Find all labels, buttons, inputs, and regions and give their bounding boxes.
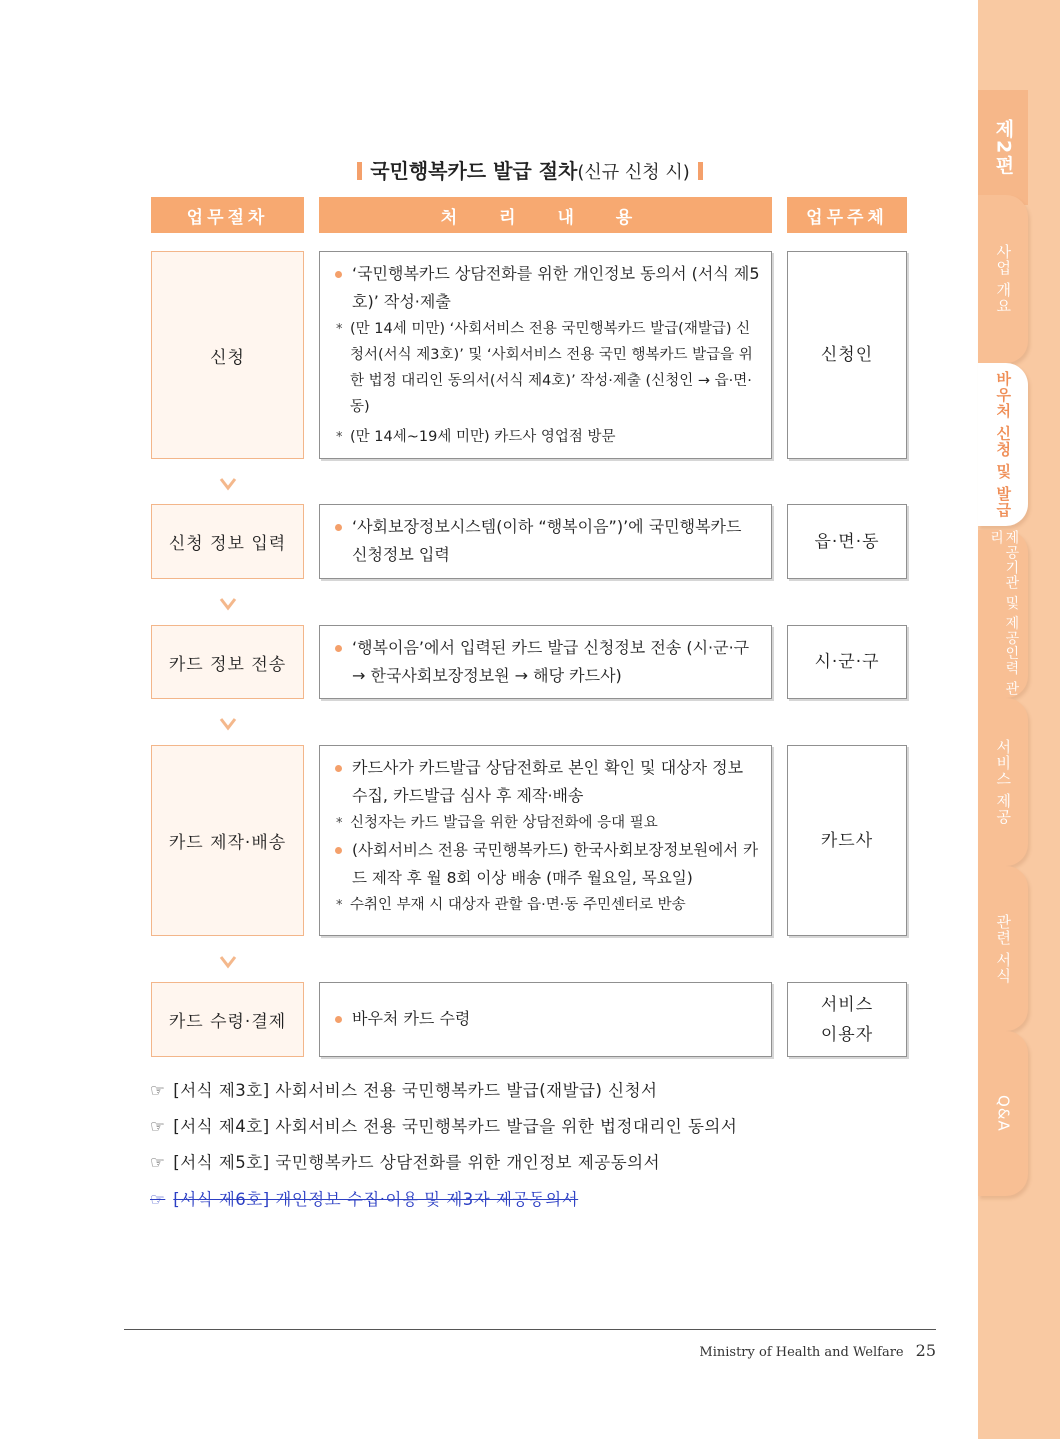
side-tab-label: 관련 서식 bbox=[994, 913, 1013, 984]
process-input bbox=[319, 504, 772, 579]
step-produce: 카드 제작·배송 bbox=[151, 745, 304, 936]
side-tab-label: 사업 개요 bbox=[994, 244, 1013, 314]
pointing-hand-icon: ☞ bbox=[150, 1117, 166, 1136]
side-tab-label: 제공기관 및 제공인력 관리 bbox=[988, 530, 1020, 697]
process-note: * 수취인 부재 시 대상자 관할 읍·면·동 주민센터로 반송 bbox=[332, 892, 761, 918]
process-transfer bbox=[319, 625, 772, 699]
side-tab-provider[interactable] bbox=[978, 530, 1028, 698]
process-bullet: (사회서비스 전용 국민행복카드) 한국사회보장정보원에서 카드 제작 후 월 8회 이상 배송 (매주 월요일, 목요일) bbox=[332, 836, 761, 892]
actor-receive bbox=[787, 982, 907, 1057]
ref-form-5[interactable] bbox=[150, 1149, 660, 1173]
side-tab-label: 서비스 제공 bbox=[994, 739, 1013, 825]
down-arrow-icon bbox=[219, 717, 237, 731]
process-bullet: ‘사회보장정보시스템(이하 “행복이음”)’에 국민행복카드 신청정보 입력 bbox=[332, 513, 761, 569]
page-number: 25 bbox=[915, 1341, 936, 1360]
process-bullet: 바우처 카드 수령 bbox=[332, 1005, 761, 1033]
process-bullet: ‘행복이음’에서 입력된 카드 발급 신청정보 전송 (시·군·구 → 한국사회보장정보원 → 해당 카드사) bbox=[332, 634, 761, 690]
process-apply bbox=[319, 251, 772, 459]
side-tab-label: 바우처 신청 및 발급 bbox=[994, 371, 1013, 518]
actor-line: 서비스 bbox=[820, 994, 874, 1015]
step-transfer: 카드 정보 전송 bbox=[151, 625, 304, 699]
page-footer bbox=[699, 1341, 936, 1360]
process-bullet: ‘국민행복카드 상담전화를 위한 개인정보 동의서 (서식 제5호)’ 작성·제출 bbox=[332, 260, 761, 316]
title-bar-left bbox=[357, 162, 362, 180]
footer-divider bbox=[124, 1329, 936, 1330]
process-note: * (만 14세~19세 미만) 카드사 영업점 방문 bbox=[332, 424, 761, 450]
actor-apply: 신청인 bbox=[787, 251, 907, 459]
page-title bbox=[0, 155, 1060, 184]
process-bullet: 카드사가 카드발급 상담전화로 본인 확인 및 대상자 정보 수집, 카드발급 심사 후 제작·배송 bbox=[332, 754, 761, 810]
side-tab-voucher[interactable] bbox=[978, 363, 1028, 526]
process-produce bbox=[319, 745, 772, 936]
actor-produce: 카드사 bbox=[787, 745, 907, 936]
down-arrow-icon bbox=[219, 955, 237, 969]
header-content: 처 리 내 용 bbox=[319, 197, 772, 233]
process-receive bbox=[319, 982, 772, 1057]
actor-transfer: 시·군·구 bbox=[787, 625, 907, 699]
side-tab-service[interactable] bbox=[978, 698, 1028, 866]
title-main: 국민행복카드 발급 절차 bbox=[370, 159, 578, 183]
step-receive: 카드 수령·결제 bbox=[151, 982, 304, 1057]
side-tab-overview[interactable] bbox=[978, 195, 1028, 363]
actor-line: 이용자 bbox=[820, 1024, 874, 1045]
side-tab-label: Q&A bbox=[994, 1095, 1013, 1132]
title-bar-right bbox=[698, 162, 703, 180]
header-actor: 업무주체 bbox=[787, 197, 907, 233]
step-input: 신청 정보 입력 bbox=[151, 504, 304, 579]
ref-form-6[interactable] bbox=[150, 1186, 578, 1210]
footer-publisher: Ministry of Health and Welfare bbox=[699, 1345, 904, 1360]
step-apply: 신청 bbox=[151, 251, 304, 459]
pointing-hand-icon: ☞ bbox=[150, 1081, 166, 1100]
down-arrow-icon bbox=[219, 597, 237, 611]
ref-text: [서식 제4호] 사회서비스 전용 국민행복카드 발급을 위한 법정대리인 동의서 bbox=[173, 1117, 738, 1136]
side-tab-chapter-label: 제2편 bbox=[992, 118, 1015, 177]
side-tab-forms[interactable] bbox=[978, 866, 1028, 1031]
side-tab-chapter[interactable] bbox=[978, 90, 1028, 205]
side-tab-qa[interactable] bbox=[978, 1031, 1028, 1196]
actor-input: 읍·면·동 bbox=[787, 504, 907, 579]
ref-form-4[interactable] bbox=[150, 1113, 737, 1137]
title-sub: (신규 신청 시) bbox=[577, 162, 690, 183]
header-procedure: 업무절차 bbox=[151, 197, 304, 233]
pointing-hand-icon: ☞ bbox=[150, 1190, 166, 1209]
ref-form-3[interactable] bbox=[150, 1077, 658, 1101]
pointing-hand-icon: ☞ bbox=[150, 1153, 166, 1172]
process-note: * (만 14세 미만) ‘사회서비스 전용 국민행복카드 발급(재발급) 신청서(서식 제3호)’ 및 ‘사회서비스 전용 국민 행복카드 발급을 위한 법정 대리인 동의서(서식 제4호)’ 작성·제출 (신청인 → 읍·면·동) bbox=[332, 316, 761, 420]
ref-text: [서식 제3호] 사회서비스 전용 국민행복카드 발급(재발급) 신청서 bbox=[173, 1081, 658, 1100]
down-arrow-icon bbox=[219, 477, 237, 491]
ref-text: [서식 제6호] 개인정보 수집·이용 및 제3자 제공동의서 bbox=[173, 1190, 579, 1209]
process-note: * 신청자는 카드 발급을 위한 상담전화에 응대 필요 bbox=[332, 810, 761, 836]
ref-text: [서식 제5호] 국민행복카드 상담전화를 위한 개인정보 제공동의서 bbox=[173, 1153, 661, 1172]
